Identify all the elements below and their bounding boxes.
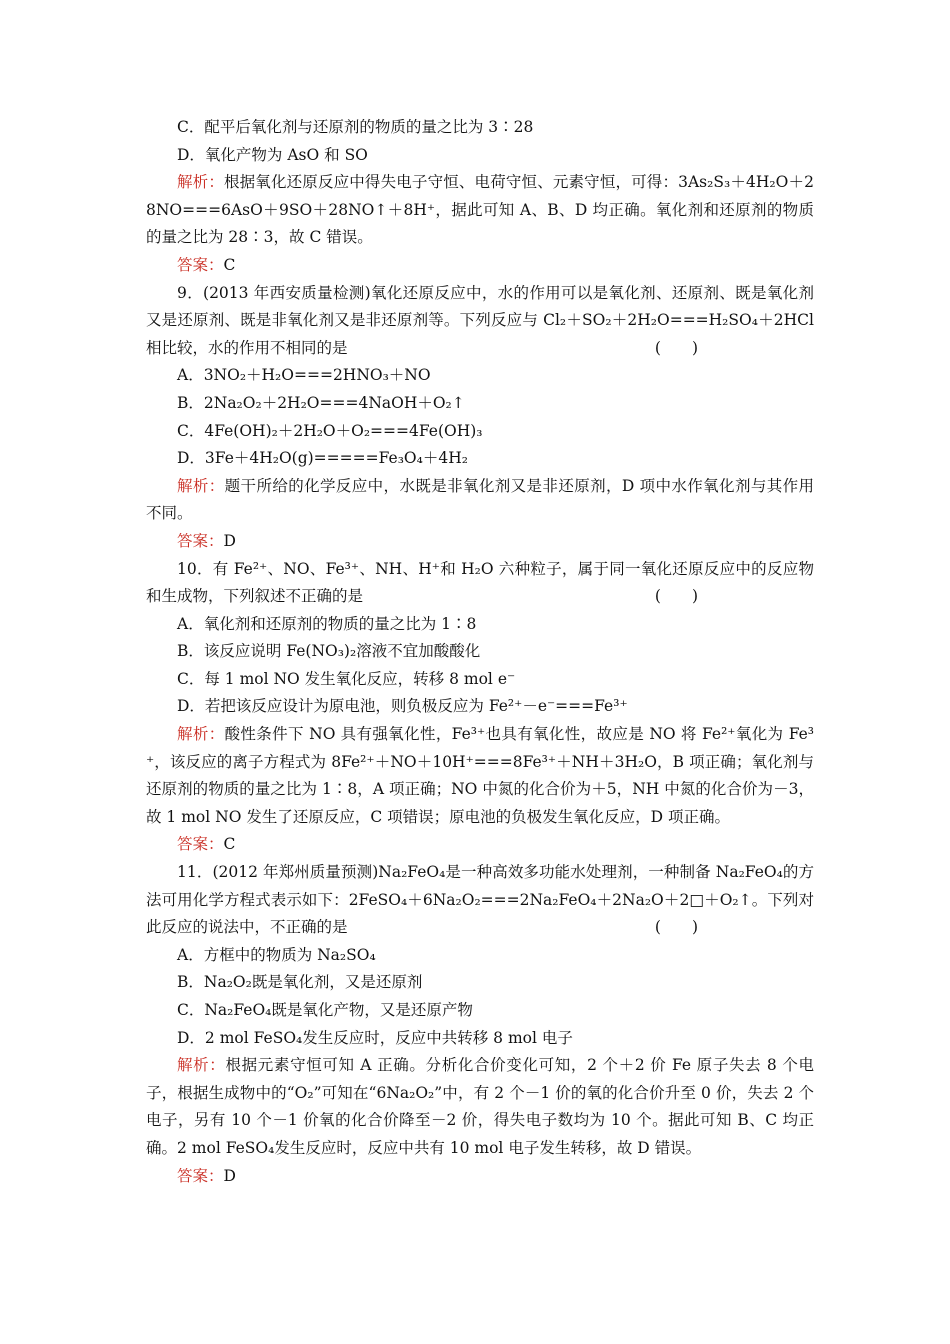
q10-answer [146,831,814,859]
answer-value: C [223,255,236,274]
answer-blank: ( ) [654,338,698,357]
q9-option-b: B．2Na₂O₂＋2H₂O===4NaOH＋O₂↑ [177,393,465,412]
analysis-text: 酸性条件下 NO 具有强氧化性，Fe³⁺也具有氧化性，故应是 NO 将 Fe²⁺氧化为 Fe³⁺，该反应的离子方程式为 8Fe²⁺＋NO＋10H⁺===8Fe³⁺＋NH＋3H₂O，B 项正确；氧化剂与还原剂的物质的量之比为 1∶8，A 项正确；NO 中氮的化合价为＋5，NH 中氮的化合价为－3，故 1 mol NO 发生了还原反应，C 项错误；原电池的负极发生氧化反应，D 项正确。 [146,725,814,826]
answer-label: 答案： [177,255,224,274]
analysis-label: 解析： [177,173,224,192]
analysis-label: 解析： [177,725,225,744]
answer-value: D [223,1166,236,1185]
q9-option-a: A．3NO₂＋H₂O===2HNO₃＋NO [177,366,431,385]
q11-answer [146,1163,814,1191]
document-body [146,114,814,1190]
q10-option-d: D．若把该反应设计为原电池，则负极反应为 Fe²⁺－e⁻===Fe³⁺ [177,697,628,716]
q11-analysis [146,1052,814,1162]
q11-option-a: A．方框中的物质为 Na₂SO₄ [177,945,376,964]
question-stem: 11．(2012 年郑州质量预测)Na₂FeO₄是一种高效多功能水处理剂，一种制备 Na₂FeO₄的方法可用化学方程式表示如下：2FeSO₄＋6Na₂O₂===2Na₂FeO₄＋2Na₂O＋2□＋O₂↑。下列对此反应的说法中，不正确的是 [146,863,814,937]
q10-option-b: B．该反应说明 Fe(NO₃)₂溶液不宜加酸酸化 [177,642,481,661]
answer-label: 答案： [177,835,224,854]
answer-label: 答案： [177,531,224,550]
q8-option-c: C．配平后氧化剂与还原剂的物质的量之比为 3∶28 [177,118,534,136]
analysis-text: 根据氧化还原反应中得失电子守恒、电荷守恒、元素守恒，可得：3As₂S₃＋4H₂O＋28NO===6AsO＋9SO＋28NO↑＋8H⁺，据此可知 A、B、D 均正确。氧化剂和还原剂的物质的量之比为 28∶3，故 C 错误。 [146,173,814,247]
q9-option-d: D．3Fe＋4H₂O(g)=====Fe₃O₄＋4H₂ [177,449,468,468]
q8-analysis [146,169,814,252]
analysis-text: 根据元素守恒可知 A 正确。分析化合价变化可知，2 个＋2 价 Fe 原子失去 8 个电子，根据生成物中的“O₂”可知在“6Na₂O₂”中，有 2 个－1 价的氧的化合价升至 0 价，失去 2 个电子，另有 10 个－1 价氧的化合价降至－2 价，得失电子数均为 10 个。据此可知 B、C 均正确。2 mol FeSO₄发生反应时，反应中共有 10 mol 电子发生转移，故 D 错误。 [146,1056,814,1157]
answer-value: D [223,531,236,550]
analysis-label: 解析： [177,1056,226,1075]
q8-answer [146,252,814,280]
q11-option-c: C．Na₂FeO₄既是氧化产物，又是还原产物 [177,1001,473,1019]
analysis-label: 解析： [177,476,225,495]
q10-option-c: C．每 1 mol NO 发生氧化反应，转移 8 mol e⁻ [177,669,516,688]
answer-blank: ( ) [654,587,698,606]
q10-analysis [146,721,814,831]
q11-option-b: B．Na₂O₂既是氧化剂，又是还原剂 [177,973,423,992]
q9-option-c: C．4Fe(OH)₂＋2H₂O＋O₂===4Fe(OH)₃ [177,421,483,440]
q8-option-d: D．氧化产物为 AsO 和 SO [177,145,368,164]
answer-value: C [223,835,236,854]
answer-label: 答案： [177,1166,224,1185]
q9-analysis [146,473,814,528]
q9-answer [146,528,814,556]
answer-blank: ( ) [654,918,698,937]
q11-option-d: D．2 mol FeSO₄发生反应时，反应中共转移 8 mol 电子 [177,1028,573,1047]
question-stem: 10．有 Fe²⁺、NO、Fe³⁺、NH、H⁺和 H₂O 六种粒子，属于同一氧化还原反应中的反应物和生成物，下列叙述不正确的是 [146,559,814,606]
q10-option-a: A．氧化剂和还原剂的物质的量之比为 1∶8 [177,614,477,633]
question-stem: 9．(2013 年西安质量检测)氧化还原反应中，水的作用可以是氧化剂、还原剂、既是氧化剂又是还原剂、既是非氧化剂又是非还原剂等。下列反应与 Cl₂＋SO₂＋2H₂O===H₂SO₄＋2HCl 相比较，水的作用不相同的是 [146,283,814,357]
analysis-text: 题干所给的化学反应中，水既是非氧化剂又是非还原剂，D 项中水作氧化剂与其作用不同。 [146,476,814,523]
